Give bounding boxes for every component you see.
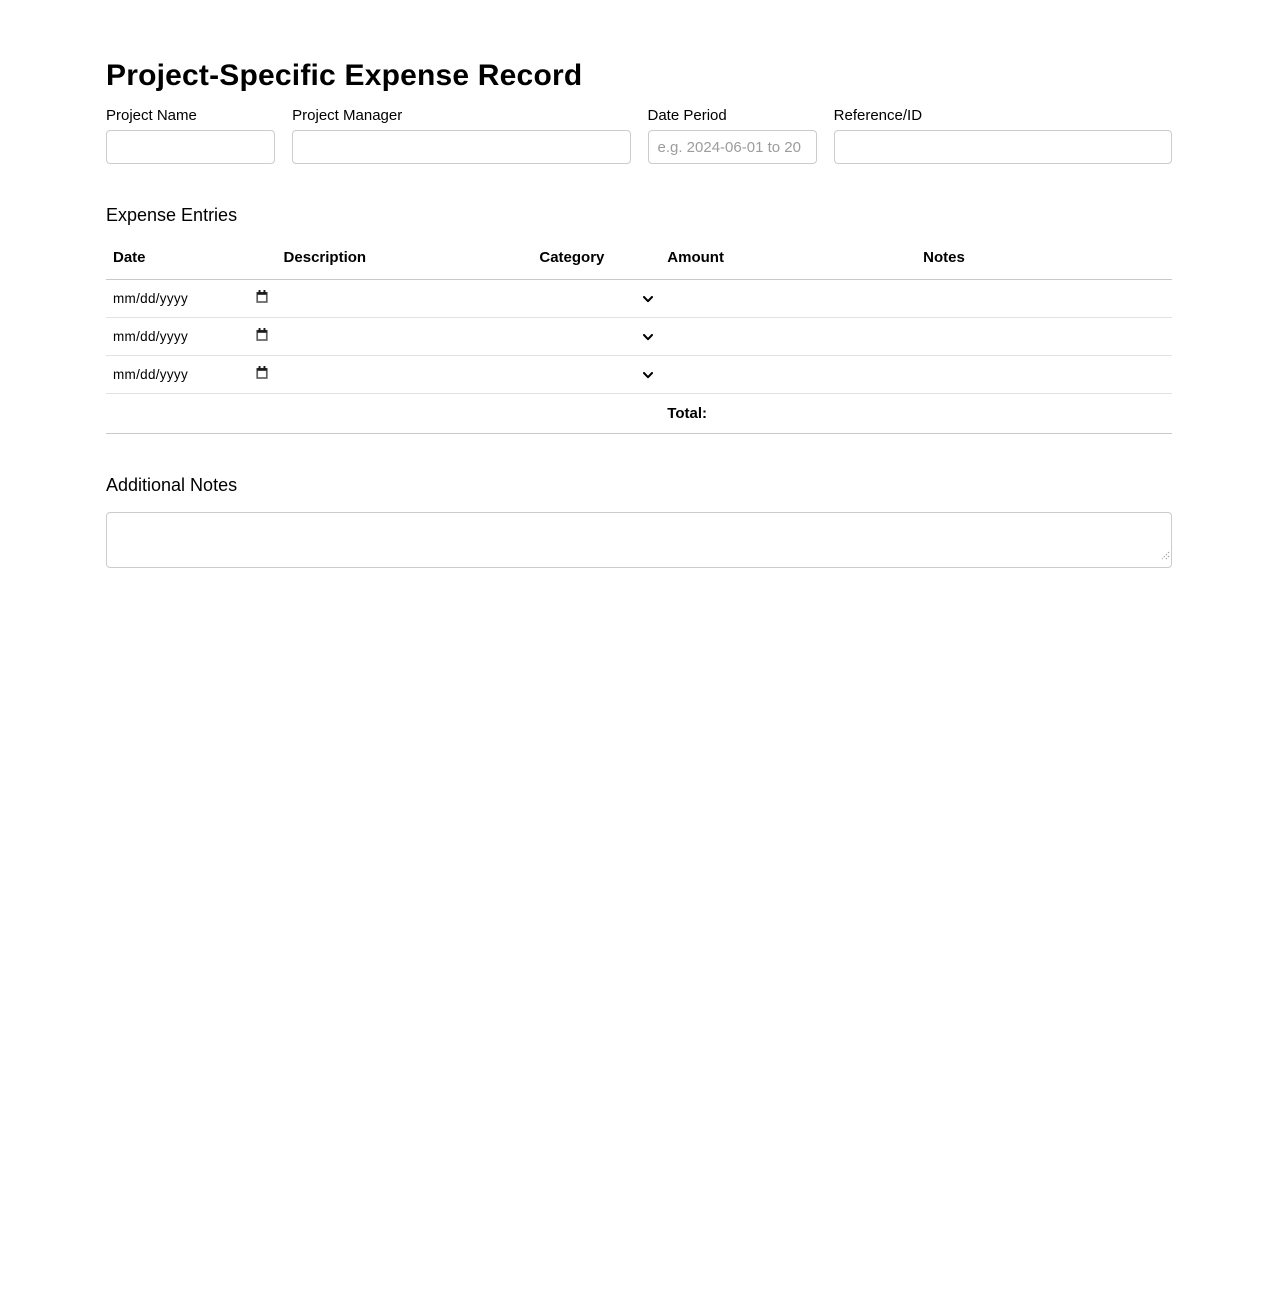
field-project-manager	[292, 107, 630, 164]
expense-entries-heading: Expense Entries	[106, 205, 238, 225]
amount-input[interactable]	[667, 360, 909, 390]
table-row	[106, 356, 1172, 394]
project-name-label: Project Name	[106, 107, 197, 124]
chevron-down-icon	[643, 328, 653, 346]
date-placeholder: mm/dd/yyyy	[113, 291, 189, 306]
calendar-icon[interactable]	[256, 328, 268, 346]
date-placeholder: mm/dd/yyyy	[113, 367, 189, 382]
chevron-down-icon	[643, 366, 653, 384]
date-input[interactable]	[113, 290, 270, 308]
total-empty-cell	[277, 394, 533, 434]
column-header-date: Date	[106, 237, 277, 280]
category-select[interactable]	[539, 280, 653, 317]
calendar-icon[interactable]	[256, 366, 268, 384]
reference-id-input[interactable]	[834, 130, 1172, 164]
meta-fields	[106, 107, 1172, 164]
date-placeholder: mm/dd/yyyy	[113, 329, 189, 344]
date-period-label: Date Period	[647, 107, 727, 124]
additional-notes-heading: Additional Notes	[106, 475, 238, 495]
page-container	[106, 0, 1172, 568]
description-input[interactable]	[284, 360, 526, 390]
project-manager-input[interactable]	[292, 130, 630, 164]
total-empty-cell	[916, 394, 1172, 434]
column-header-notes: Notes	[916, 237, 1172, 280]
category-select[interactable]	[539, 356, 653, 393]
additional-notes-textarea[interactable]	[106, 512, 1172, 568]
additional-notes-box	[106, 512, 1172, 568]
total-empty-cell	[532, 394, 660, 434]
column-header-category: Category	[532, 237, 660, 280]
field-project-name	[106, 107, 275, 164]
calendar-icon[interactable]	[256, 290, 268, 308]
field-date-period	[648, 107, 817, 164]
column-header-description: Description	[277, 237, 533, 280]
date-period-input[interactable]	[648, 130, 817, 164]
project-manager-label: Project Manager	[292, 107, 403, 124]
date-input[interactable]	[113, 328, 270, 346]
field-reference-id	[834, 107, 1172, 164]
page-title: Project-Specific Expense Record	[106, 59, 583, 92]
expense-table	[106, 237, 1172, 434]
category-select[interactable]	[539, 318, 653, 355]
table-row	[106, 280, 1172, 318]
table-row	[106, 318, 1172, 356]
description-input[interactable]	[284, 322, 526, 352]
project-name-input[interactable]	[106, 130, 275, 164]
chevron-down-icon	[643, 290, 653, 308]
amount-input[interactable]	[667, 322, 909, 352]
table-header-row	[106, 237, 1172, 280]
column-header-amount: Amount	[660, 237, 916, 280]
date-input[interactable]	[113, 366, 270, 384]
reference-id-label: Reference/ID	[833, 107, 923, 124]
total-empty-cell	[106, 394, 277, 434]
total-row	[106, 394, 1172, 434]
notes-input[interactable]	[923, 360, 1165, 390]
notes-input[interactable]	[923, 322, 1165, 352]
description-input[interactable]	[284, 284, 526, 314]
total-label: Total:	[667, 404, 707, 422]
amount-input[interactable]	[667, 284, 909, 314]
notes-input[interactable]	[923, 284, 1165, 314]
